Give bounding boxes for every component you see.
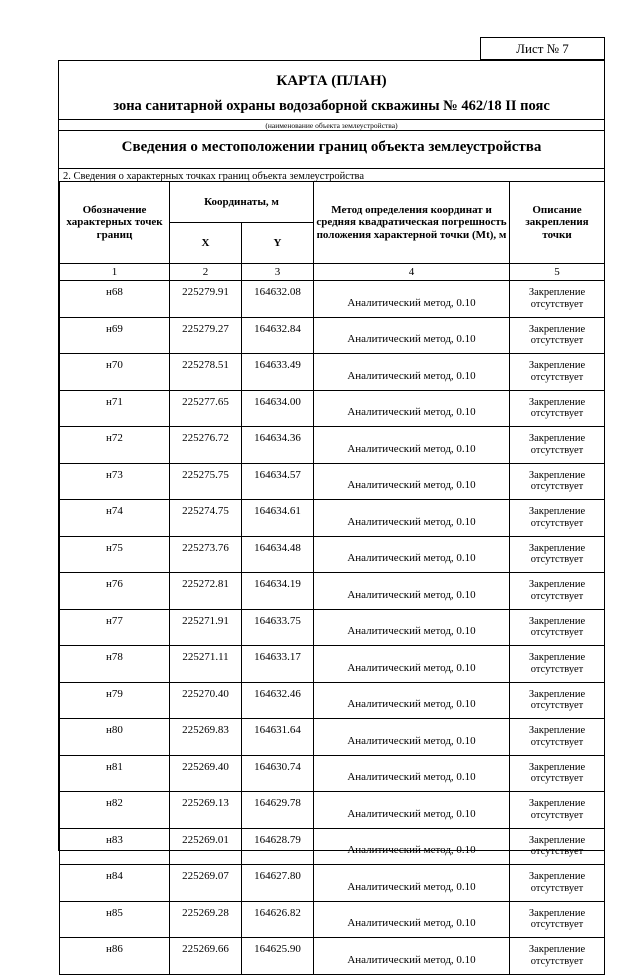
y-coordinate-cell: 164631.64 [242, 719, 314, 756]
point-id-cell: н80 [60, 719, 170, 756]
x-coordinate-cell: 225271.11 [170, 646, 242, 683]
point-id-cell: н81 [60, 755, 170, 792]
description-cell: Закрепление отсутствует [510, 390, 605, 427]
table-row [60, 500, 605, 537]
y-coordinate-cell: 164632.08 [242, 281, 314, 318]
method-cell: Аналитический метод, 0.10 [314, 609, 510, 646]
table-row [60, 865, 605, 902]
point-id-cell: н70 [60, 354, 170, 391]
y-coordinate-cell: 164634.57 [242, 463, 314, 500]
table-row [60, 573, 605, 610]
y-coordinate-cell: 164632.84 [242, 317, 314, 354]
method-cell: Аналитический метод, 0.10 [314, 390, 510, 427]
y-coordinate-cell: 164628.79 [242, 828, 314, 865]
x-coordinate-cell: 225269.28 [170, 901, 242, 938]
point-id-cell: н71 [60, 390, 170, 427]
header-designation: Обозначение характерных точек границ [60, 182, 170, 264]
table-row [60, 317, 605, 354]
description-cell: Закрепление отсутствует [510, 427, 605, 464]
table-row [60, 536, 605, 573]
table-row [60, 828, 605, 865]
divider [59, 119, 604, 120]
x-coordinate-cell: 225278.51 [170, 354, 242, 391]
description-cell: Закрепление отсутствует [510, 281, 605, 318]
x-coordinate-cell: 225270.40 [170, 682, 242, 719]
point-id-cell: н69 [60, 317, 170, 354]
x-coordinate-cell: 225272.81 [170, 573, 242, 610]
point-id-cell: н86 [60, 938, 170, 975]
table-row [60, 792, 605, 829]
table-row [60, 719, 605, 756]
table-row [60, 755, 605, 792]
document-frame [58, 60, 605, 967]
table-row [60, 938, 605, 975]
y-coordinate-cell: 164626.82 [242, 901, 314, 938]
y-coordinate-cell: 164634.48 [242, 536, 314, 573]
column-number: 2 [170, 264, 242, 281]
table-row [60, 463, 605, 500]
section-title: Сведения о местоположении границ объекта землеустройства [121, 139, 542, 155]
x-coordinate-cell: 225276.72 [170, 427, 242, 464]
method-cell: Аналитический метод, 0.10 [314, 682, 510, 719]
description-cell: Закрепление отсутствует [510, 463, 605, 500]
description-cell: Закрепление отсутствует [510, 828, 605, 865]
description-cell: Закрепление отсутствует [510, 536, 605, 573]
header-coordinates: Координаты, м [170, 182, 314, 223]
x-coordinate-cell: 225269.01 [170, 828, 242, 865]
description-cell: Закрепление отсутствует [510, 755, 605, 792]
method-cell: Аналитический метод, 0.10 [314, 938, 510, 975]
description-cell: Закрепление отсутствует [510, 901, 605, 938]
y-coordinate-cell: 164633.17 [242, 646, 314, 683]
column-number: 1 [60, 264, 170, 281]
y-coordinate-cell: 164634.19 [242, 573, 314, 610]
subsection-title: 2. Сведения о характерных точках границ объекта землеустройства [63, 171, 365, 182]
x-coordinate-cell: 225269.13 [170, 792, 242, 829]
y-coordinate-cell: 164633.75 [242, 609, 314, 646]
y-coordinate-cell: 164634.61 [242, 500, 314, 537]
method-cell: Аналитический метод, 0.10 [314, 536, 510, 573]
y-coordinate-cell: 164629.78 [242, 792, 314, 829]
method-cell: Аналитический метод, 0.10 [314, 901, 510, 938]
description-cell: Закрепление отсутствует [510, 500, 605, 537]
description-cell: Закрепление отсутствует [510, 573, 605, 610]
point-id-cell: н83 [60, 828, 170, 865]
method-cell: Аналитический метод, 0.10 [314, 865, 510, 902]
description-cell: Закрепление отсутствует [510, 317, 605, 354]
method-cell: Аналитический метод, 0.10 [314, 281, 510, 318]
x-coordinate-cell: 225274.75 [170, 500, 242, 537]
point-id-cell: н84 [60, 865, 170, 902]
y-coordinate-cell: 164634.00 [242, 390, 314, 427]
method-cell: Аналитический метод, 0.10 [314, 427, 510, 464]
point-id-cell: н72 [60, 427, 170, 464]
table-row [60, 427, 605, 464]
point-id-cell: н75 [60, 536, 170, 573]
method-cell: Аналитический метод, 0.10 [314, 573, 510, 610]
point-id-cell: н77 [60, 609, 170, 646]
point-id-cell: н73 [60, 463, 170, 500]
sheet-number-label: Лист № 7 [480, 37, 605, 60]
point-id-cell: н78 [60, 646, 170, 683]
point-id-cell: н68 [60, 281, 170, 318]
y-coordinate-cell: 164633.49 [242, 354, 314, 391]
divider [59, 168, 604, 169]
table-row [60, 901, 605, 938]
point-id-cell: н76 [60, 573, 170, 610]
y-coordinate-cell: 164634.36 [242, 427, 314, 464]
column-number: 4 [314, 264, 510, 281]
table-row [60, 682, 605, 719]
method-cell: Аналитический метод, 0.10 [314, 500, 510, 537]
x-coordinate-cell: 225279.27 [170, 317, 242, 354]
y-coordinate-cell: 164625.90 [242, 938, 314, 975]
table-row [60, 390, 605, 427]
x-coordinate-cell: 225269.07 [170, 865, 242, 902]
method-cell: Аналитический метод, 0.10 [314, 792, 510, 829]
x-coordinate-cell: 225273.76 [170, 536, 242, 573]
point-id-cell: н85 [60, 901, 170, 938]
method-cell: Аналитический метод, 0.10 [314, 317, 510, 354]
method-cell: Аналитический метод, 0.10 [314, 646, 510, 683]
table-row [60, 354, 605, 391]
document-subtitle: зона санитарной охраны водозаборной скважины № 462/18 II пояс [113, 98, 550, 114]
point-id-cell: н82 [60, 792, 170, 829]
x-coordinate-cell: 225279.91 [170, 281, 242, 318]
point-id-cell: н79 [60, 682, 170, 719]
method-cell: Аналитический метод, 0.10 [314, 463, 510, 500]
y-coordinate-cell: 164627.80 [242, 865, 314, 902]
coordinates-table-body [60, 281, 605, 975]
x-coordinate-cell: 225269.40 [170, 755, 242, 792]
description-cell: Закрепление отсутствует [510, 609, 605, 646]
column-number: 3 [242, 264, 314, 281]
x-coordinate-cell: 225271.91 [170, 609, 242, 646]
table-row [60, 281, 605, 318]
description-cell: Закрепление отсутствует [510, 792, 605, 829]
table-row [60, 609, 605, 646]
object-caption: (наименование объекта землеустройства) [265, 121, 398, 130]
description-cell: Закрепление отсутствует [510, 938, 605, 975]
x-coordinate-cell: 225269.66 [170, 938, 242, 975]
y-coordinate-cell: 164632.46 [242, 682, 314, 719]
table-row [60, 646, 605, 683]
x-coordinate-cell: 225277.65 [170, 390, 242, 427]
description-cell: Закрепление отсутствует [510, 719, 605, 756]
document-title: КАРТА (ПЛАН) [276, 73, 387, 89]
x-coordinate-cell: 225269.83 [170, 719, 242, 756]
x-coordinate-cell: 225275.75 [170, 463, 242, 500]
y-coordinate-cell: 164630.74 [242, 755, 314, 792]
description-cell: Закрепление отсутствует [510, 865, 605, 902]
header-method: Метод определения координат и средняя квадратическая погрешность положения характерной точки (Mt), м [314, 182, 510, 264]
method-cell: Аналитический метод, 0.10 [314, 354, 510, 391]
header-description: Описание закрепления точки [510, 182, 605, 264]
description-cell: Закрепление отсутствует [510, 354, 605, 391]
point-id-cell: н74 [60, 500, 170, 537]
method-cell: Аналитический метод, 0.10 [314, 828, 510, 865]
method-cell: Аналитический метод, 0.10 [314, 719, 510, 756]
method-cell: Аналитический метод, 0.10 [314, 755, 510, 792]
coordinates-table [59, 181, 605, 975]
description-cell: Закрепление отсутствует [510, 682, 605, 719]
column-number: 5 [510, 264, 605, 281]
header-y: Y [242, 223, 314, 264]
description-cell: Закрепление отсутствует [510, 646, 605, 683]
divider [59, 130, 604, 131]
header-x: X [170, 223, 242, 264]
